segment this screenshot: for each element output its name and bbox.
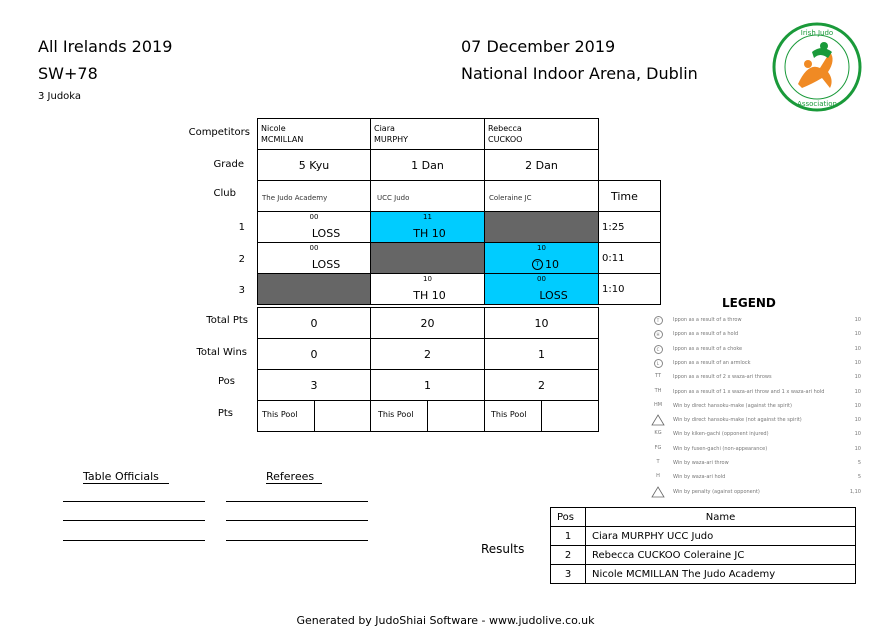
competitor-2-grade: 1 Dan [370,149,485,181]
legend-points: 10 [854,374,861,381]
match-cell-1-2 [370,211,485,243]
legend-symbol: H [656,473,660,480]
table-official-signature-line [63,540,205,541]
competitor-1-grade: 5 Kyu [257,149,371,181]
circle-symbol-icon: H [651,330,665,339]
results-title: Results [481,542,525,556]
match-score: 10 [423,275,432,283]
match-result [485,258,598,271]
legend-symbol: TT [654,373,662,380]
legend-points: 5 [857,474,861,481]
results-header-pos: Pos [551,508,586,527]
match-cell-3-2 [370,273,485,305]
table-official-signature-line [63,520,205,521]
competitor-2-club: UCC Judo [370,180,485,212]
legend-item [651,442,861,456]
match-result: LOSS [311,258,341,271]
table-officials-heading: Table Officials [83,470,169,483]
match-cell-2-1 [257,242,371,274]
throw-ippon-icon: T [532,259,543,270]
label-total-wins: Total Wins [196,347,247,358]
legend-points: 10 [854,388,861,395]
label-match-2: 2 [238,254,245,265]
competitor-2-position: 1 [370,369,485,401]
label-club: Club [213,188,236,199]
legend-text: Win by direct hansoku-make (not against the spirit) [673,417,802,424]
time-header: Time [598,180,661,212]
competitor-1-total-wins: 0 [257,338,371,370]
legend-text: Ippon as a result of a hold [673,331,739,338]
competitor-3-grade: 2 Dan [484,149,599,181]
match-result: TH 10 [413,227,446,240]
irish-judo-association-logo [772,22,862,112]
match-cell-2-2-blocked [370,242,485,274]
results-header-row [551,508,856,527]
label-match-3: 3 [238,285,245,296]
competitor-3-pool-pts: This Pool [484,400,542,432]
legend-title: LEGEND [722,296,776,310]
results-header-name: Name [586,508,856,527]
legend-text: Win by fusen-gachi (non-appearance) [673,445,768,452]
label-pos: Pos [217,376,235,387]
circle-symbol-icon: T [651,316,665,325]
legend-item [651,413,861,427]
legend-points: 10 [854,431,861,438]
legend-item [651,342,861,356]
legend-text: Ippon as a result of 1 x waza-ari throw and 1 x waza-ari hold [673,388,825,395]
legend-points: 10 [854,317,861,323]
legend-text: Win by waza-ari hold [673,474,726,481]
legend-text: Ippon as a result of an armlock [673,359,751,366]
match-cell-2-3 [484,242,599,274]
competitor-3-pool-pts-value [541,400,599,432]
match-time-3: 1:10 [598,273,661,305]
competitor-3-name: Rebecca CUCKOO [484,118,599,150]
legend-text: Win by waza-ari throw [673,460,729,466]
legend-points: 10 [854,445,861,452]
competitor-1-club: The Judo Academy [257,180,371,212]
legend-item [651,385,861,399]
match-time-1: 1:25 [598,211,661,243]
referee-signature-line [226,520,368,521]
legend-text: Win by kiken-gachi (opponent injured) [673,431,769,438]
match-result: TH 10 [413,289,446,302]
legend-symbol: HM [653,401,663,408]
legend-text: Ippon as a result of 2 x waza-ari throws [673,374,772,381]
legend-text: Ippon as a result of a choke [673,345,743,352]
legend-text: Win by penalty (against opponent) [673,488,760,495]
legend-item [651,399,861,413]
label-pts: Pts [217,408,233,419]
svg-text:Irish Judo: Irish Judo [800,29,834,37]
results-row: 3 Nicole MCMILLAN The Judo Academy [551,565,856,584]
referee-signature-line [226,501,368,502]
competitor-1-name: Nicole MCMILLAN [257,118,371,150]
match-cell-3-3 [484,273,599,305]
legend-text: Win by direct hansoku-make (against the spirit) [673,402,792,409]
competitor-2-pool-pts-value [427,400,485,432]
legend-points: 10 [854,331,861,338]
label-match-1: 1 [238,222,245,233]
competitor-3-total-wins: 1 [484,338,599,370]
match-result: LOSS [311,227,341,240]
legend-item [651,313,861,327]
svg-text:Association: Association [797,100,837,108]
match-score: 00 [309,244,319,252]
legend-points: 10 [854,359,861,366]
legend-symbol: FG [654,444,662,451]
circle-symbol-icon: C [651,345,665,354]
event-venue: National Indoor Arena, Dublin [461,64,698,83]
match-score: 11 [423,213,432,221]
legend-points: 10 [854,402,861,409]
competitor-3-club: Coleraine JC [484,180,599,212]
legend-item [651,485,861,499]
event-date: 07 December 2019 [461,37,616,56]
competitor-3-position: 2 [484,369,599,401]
legend-item [651,456,861,470]
competitor-2-pool-pts: This Pool [370,400,428,432]
legend-text: Ippon as a result of a throw [673,317,742,323]
legend-symbol: T [656,459,660,465]
competitor-2-total-pts: 20 [370,307,485,339]
label-total-pts: Total Pts [206,315,248,326]
results-row: 2 Rebecca CUCKOO Coleraine JC [551,546,856,565]
competitor-1-pool-pts-value [314,400,371,432]
legend-symbol: KG [654,430,662,437]
legend-points: 1,10 [849,488,861,495]
match-score: 00 [309,213,319,221]
legend-points: 10 [854,417,861,424]
competitor-2-name: Ciara MURPHY [370,118,485,150]
competitor-1-total-pts: 0 [257,307,371,339]
match-cell-3-1-blocked [257,273,371,305]
footer-credit: Generated by JudoShiai Software - www.judolive.co.uk [296,614,595,627]
results-row: 1 Ciara MURPHY UCC Judo [551,527,856,546]
match-score: 10 [537,244,546,252]
legend-points: 10 [854,345,861,352]
legend-item [651,327,861,341]
referees-heading: Referees [266,470,322,483]
legend-points: 5 [857,460,861,466]
match-points: 10 [545,258,559,271]
circle-symbol-icon: L [651,359,665,368]
legend-item [651,356,861,370]
match-cell-1-3-blocked [484,211,599,243]
triangle-symbol-icon [651,486,665,500]
competitor-1-pool-pts: This Pool [257,400,315,432]
triangle-symbol-icon [651,414,665,428]
match-result: LOSS [539,289,568,302]
referee-signature-line [226,540,368,541]
match-score: 00 [537,275,546,283]
judoka-count: 3 Judoka [38,91,82,102]
legend-item [651,370,861,384]
category-title: SW+78 [38,64,98,83]
results-table [550,507,856,584]
label-grade: Grade [213,159,244,170]
event-title: All Irelands 2019 [38,37,173,56]
match-cell-1-1 [257,211,371,243]
legend-item [651,427,861,441]
label-competitors: Competitors [188,127,250,138]
competitor-3-total-pts: 10 [484,307,599,339]
competitor-1-position: 3 [257,369,371,401]
legend-item [651,470,861,484]
legend-symbol: TH [654,387,662,394]
table-official-signature-line [63,501,205,502]
competitor-2-total-wins: 2 [370,338,485,370]
match-time-2: 0:11 [598,242,661,274]
